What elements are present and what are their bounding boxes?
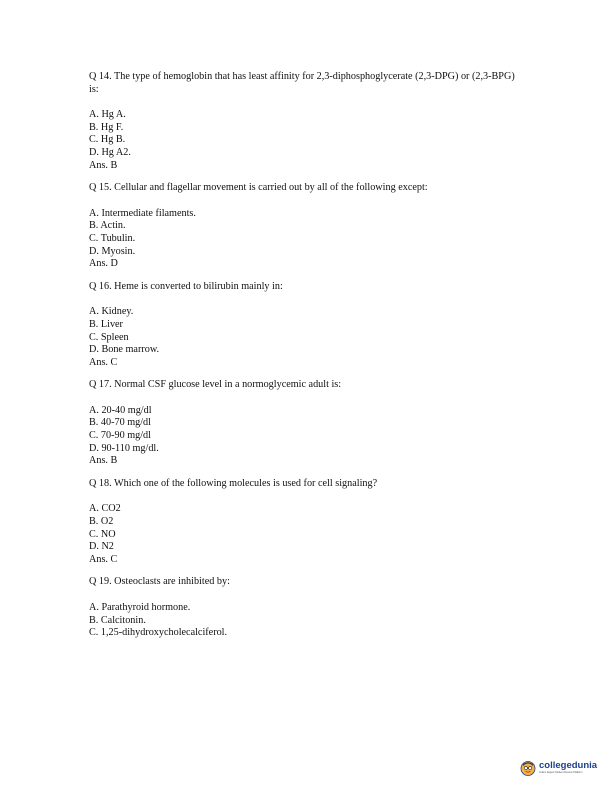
question-text: Q 15. Cellular and flagellar movement is carried out by all of the following except: <box>89 182 428 194</box>
option-b: B. 40-70 mg/dl <box>89 417 151 429</box>
question-19 <box>89 576 519 639</box>
answer: Ans. B <box>89 159 118 171</box>
logo-tagline: India's largest Student Review Platform <box>539 771 583 774</box>
option-a: A. Parathyroid hormone. <box>89 602 191 613</box>
answer: Ans. D <box>89 258 118 270</box>
option-d: D. 90-110 mg/dl. <box>89 442 159 454</box>
logo-text: collegedunia <box>539 760 598 771</box>
answer: Ans. C <box>89 553 118 565</box>
option-a: A. Kidney. <box>89 306 134 318</box>
option-b: B. Hg F. <box>89 121 124 133</box>
question-14 <box>89 71 519 172</box>
question-text: Q 14. The type of hemoglobin that has least affinity for 2,3-diphosphoglycerate (2,3-DPG) or (2,3-BPG) is: <box>89 71 515 95</box>
question-text: Q 19. Osteoclasts are inhibited by: <box>89 576 230 588</box>
question-list <box>89 71 519 650</box>
question-text: Q 18. Which one of the following molecules is used for cell signaling? <box>89 477 378 489</box>
option-c: C. Tubulin. <box>89 232 136 244</box>
answer: Ans. B <box>89 455 118 467</box>
option-b: B. Calcitonin. <box>89 614 146 626</box>
option-c: C. Spleen <box>89 331 129 343</box>
collegedunia-logo[interactable] <box>520 755 600 781</box>
option-d: D. Bone marrow. <box>89 344 160 356</box>
option-c: C. NO <box>89 528 116 540</box>
option-c: C. 1,25-dihydroxycholecalciferol. <box>89 627 228 639</box>
option-c: C. 70-90 mg/dl <box>89 430 151 442</box>
option-b: B. O2 <box>89 516 114 528</box>
logo-wordmark <box>539 761 597 775</box>
collegedunia-mascot-icon <box>520 760 536 776</box>
question-text: Q 16. Heme is converted to bilirubin mainly in: <box>89 280 283 292</box>
option-b: B. Actin. <box>89 220 126 232</box>
option-a: A. Intermediate filaments. <box>89 207 196 219</box>
option-b: B. Liver <box>89 318 123 330</box>
option-d: D. Myosin. <box>89 245 136 257</box>
question-16 <box>89 281 519 370</box>
answer: Ans. C <box>89 356 118 368</box>
option-d: D. Hg A2. <box>89 146 131 158</box>
option-d: D. N2 <box>89 541 114 553</box>
option-a: A. Hg A. <box>89 109 126 121</box>
question-15 <box>89 182 519 271</box>
option-a: A. CO2 <box>89 503 121 515</box>
option-a: A. 20-40 mg/dl <box>89 404 152 416</box>
question-17 <box>89 379 519 468</box>
question-text: Q 17. Normal CSF glucose level in a normoglycemic adult is: <box>89 379 342 391</box>
option-c: C. Hg B. <box>89 134 126 146</box>
question-18 <box>89 478 519 567</box>
